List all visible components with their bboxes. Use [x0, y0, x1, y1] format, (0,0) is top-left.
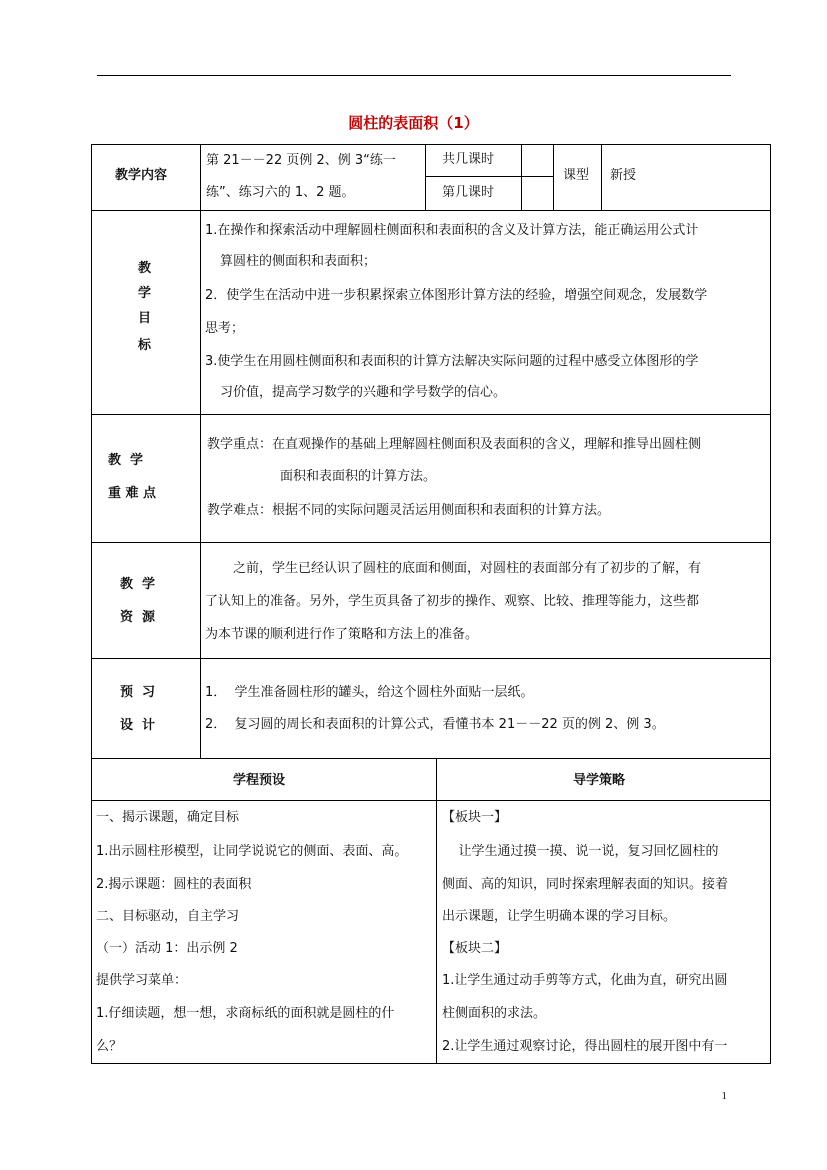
objectives-label-4: 标	[138, 338, 152, 353]
row-divider	[91, 210, 771, 211]
objective-3-line1: 3.使学生在用圆柱侧面积和表面积的计算方法解决实际问题的过程中感受立体图形的学	[205, 354, 699, 369]
row-divider	[91, 542, 771, 543]
process-right-line: 侧面、高的知识，同时探索理解表面的知识。接着	[442, 877, 729, 892]
process-right-header: 导学策略	[573, 773, 626, 788]
key-point-line1: 教学重点：在直观操作的基础上理解圆柱侧面积及表面积的含义，理解和推导出圆柱侧	[207, 437, 702, 452]
process-right-line: 【板块二】	[442, 941, 508, 956]
column-divider	[521, 144, 522, 210]
process-right-line: 出示课题，让学生明确本课的学习目标。	[442, 909, 677, 924]
hours-total-label: 共几课时	[442, 152, 495, 167]
objective-1-line1: 1.在操作和探索活动中理解圆柱侧面积和表面积的含义及计算方法，能正确运用公式计	[205, 223, 699, 238]
preview-label-line2: 设 计	[120, 718, 156, 733]
objective-3-line2: 习价值，提高学习数学的兴趣和学号数学的信心。	[220, 385, 507, 400]
key-point-line2: 面积和表面积的计算方法。	[280, 469, 437, 484]
info-label: 教学内容	[115, 168, 168, 183]
process-left-line: 二、目标驱动，自主学习	[96, 909, 240, 924]
objective-1-line2: 算圆柱的侧面积和表面积；	[220, 254, 377, 269]
header-rule	[97, 75, 731, 76]
process-left-line: 1.仔细读题，想一想，求商标纸的面积就是圆柱的什	[96, 1006, 395, 1021]
row-divider	[91, 758, 771, 759]
column-divider	[200, 144, 201, 758]
process-right-line: 柱侧面积的求法。	[442, 1006, 547, 1021]
process-right-line: 1.让学生通过动手剪等方式，化曲为直，研究出圆	[442, 973, 728, 988]
preview-line2: 2． 复习圆的周长和表面积的计算公式，看懂书本 21－－22 页的例 2、例 3。	[205, 717, 665, 732]
objective-2-line1: 2．使学生在活动中进一步积累探索立体图形计算方法的经验，增强空间观念，发展数学	[205, 288, 708, 303]
column-divider	[436, 758, 437, 1064]
process-left-line: 1.出示圆柱形模型，让同学说说它的侧面、表面、高。	[96, 844, 408, 859]
row-divider	[91, 800, 771, 801]
process-left-line: 一、揭示课题，确定目标	[96, 810, 240, 825]
row-divider	[91, 414, 771, 415]
page-title: 圆柱的表面积（1）	[348, 114, 479, 132]
objectives-label-2: 学	[138, 286, 152, 301]
resources-label-line2: 资 源	[120, 610, 156, 625]
process-right-line: 让学生通过摸一摸、说一说，复习回忆圆柱的	[442, 844, 719, 859]
process-left-header: 学程预设	[233, 773, 286, 788]
objectives-label-3: 目	[138, 311, 152, 326]
process-right-line: 2.让学生通过观察讨论，得出圆柱的展开图中有一	[442, 1039, 728, 1054]
process-left-line: 提供学习菜单：	[96, 973, 188, 988]
preview-line1: 1． 学生准备圆柱形的罐头，给这个圆柱外面贴一层纸。	[205, 685, 534, 700]
process-left-line: 么？	[96, 1039, 123, 1054]
column-divider	[601, 144, 602, 210]
type-label: 课型	[563, 168, 590, 183]
process-left-line: （一）活动 1：出示例 2	[96, 941, 238, 956]
keypoints-label-line2: 重 难 点	[108, 486, 157, 501]
resources-line3: 为本节课的顺利进行作了策略和方法上的准备。	[205, 627, 479, 642]
row-divider	[425, 176, 553, 177]
hours-index-label: 第几课时	[442, 185, 495, 200]
preview-label-line1: 预 习	[120, 685, 156, 700]
column-divider	[425, 144, 426, 210]
info-content-line1: 第 21－－22 页例 2、例 3“练一	[206, 153, 396, 168]
process-right-line: 【板块一】	[442, 810, 508, 825]
keypoints-label-line1: 教 学	[108, 453, 144, 468]
resources-label-line1: 教 学	[120, 577, 156, 592]
resources-line1: 之前，学生已经认识了圆柱的底面和侧面，对圆柱的表面部分有了初步的了解，有	[233, 561, 702, 576]
difficulty-point: 教学难点：根据不同的实际问题灵活运用侧面积和表面积的计算方法。	[207, 503, 611, 518]
page-number: 1	[721, 1090, 727, 1102]
objectives-label-1: 教	[138, 261, 152, 276]
process-left-line: 2.揭示课题：圆柱的表面积	[96, 877, 252, 892]
info-content-line2: 练”、练习六的 1、2 题。	[206, 185, 355, 200]
type-value: 新授	[610, 168, 637, 183]
column-divider	[553, 144, 554, 210]
resources-line2: 了认知上的准备。另外，学生页具备了初步的操作、观察、比较、推理等能力，这些都	[205, 594, 700, 609]
row-divider	[91, 658, 771, 659]
objective-2-line2: 思考；	[205, 321, 245, 336]
